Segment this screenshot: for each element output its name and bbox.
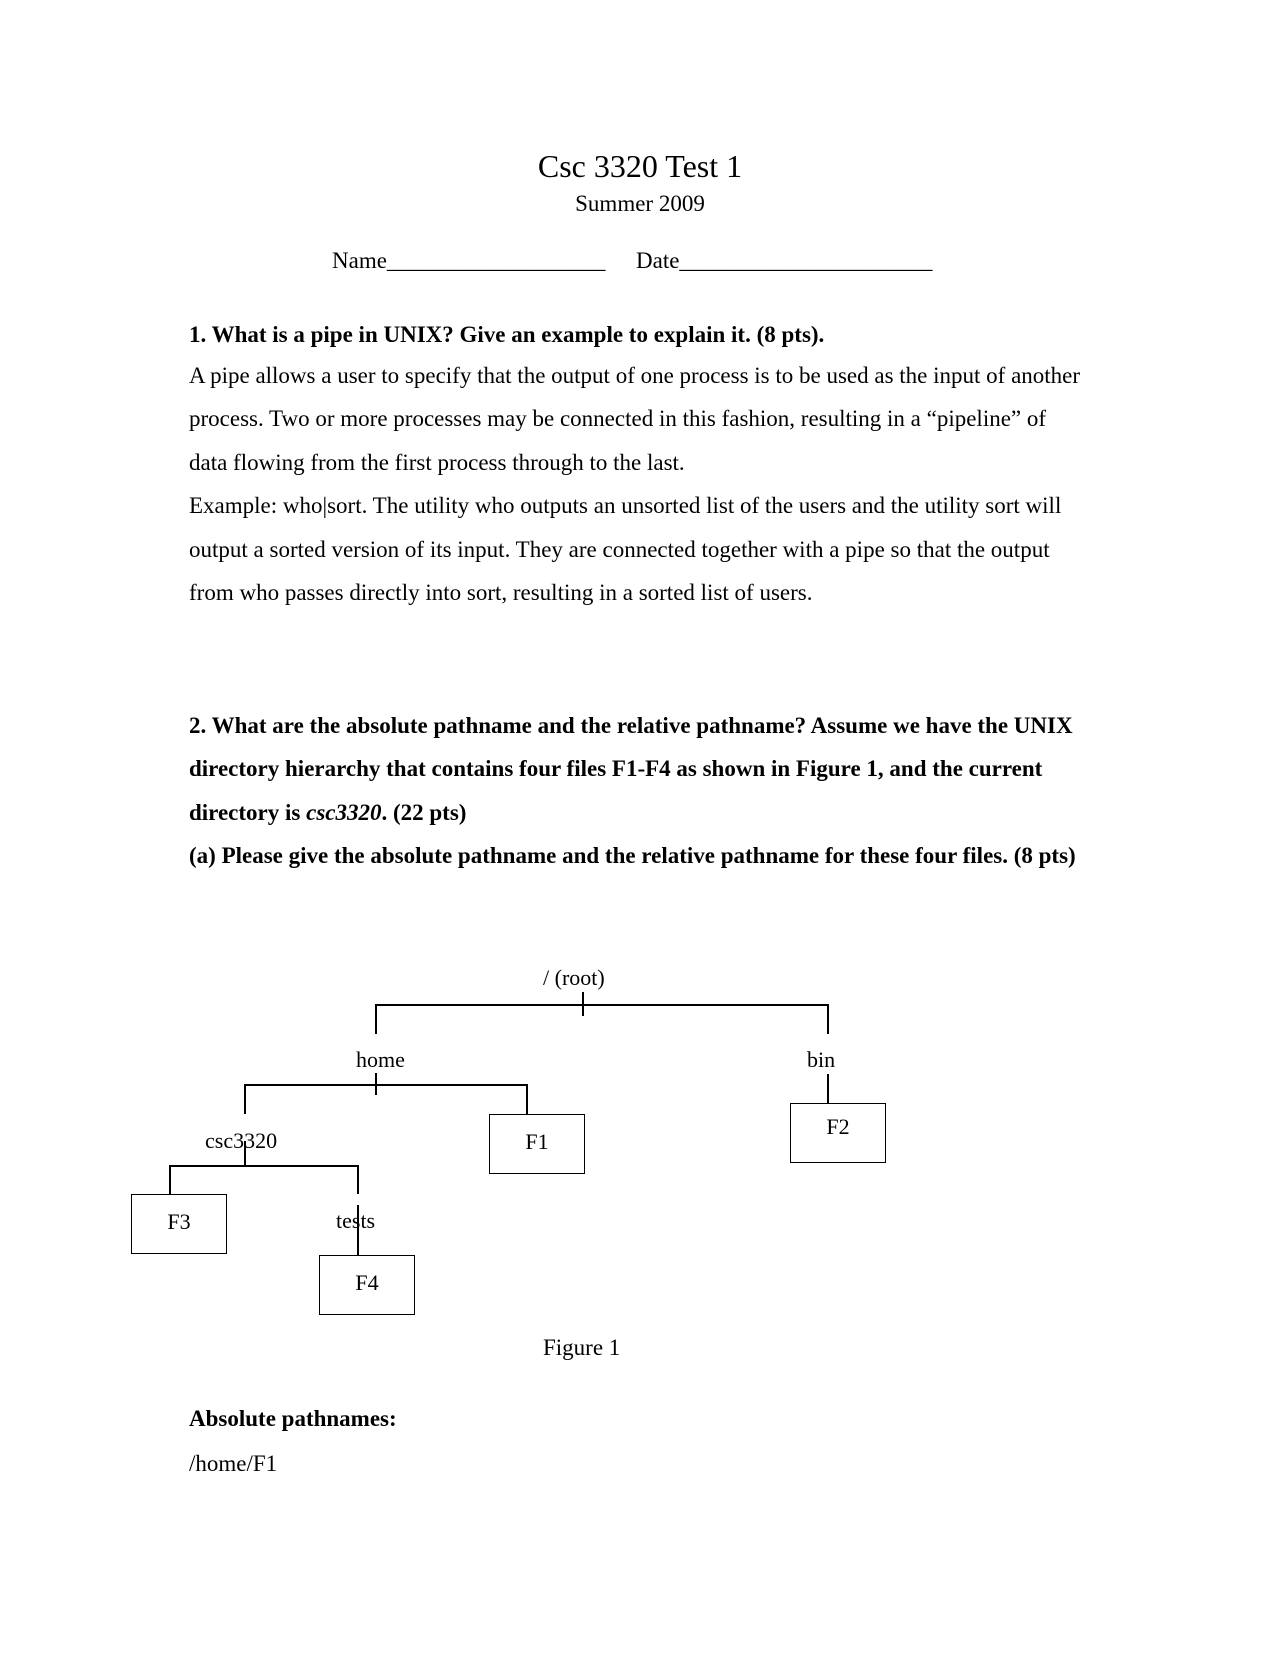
- current-directory: csc3320: [306, 799, 382, 825]
- node-tests: tests: [336, 1208, 376, 1233]
- absolute-pathnames-heading: Absolute pathnames:: [189, 1406, 397, 1431]
- question-2a-prompt: (a) Please give the absolute pathname and the relative pathname for these four files. (8 pts): [189, 843, 1076, 869]
- answer-paragraph-2: Example: who|sort. The utility who outputs an unsorted list of the users and the utility sort will output a sorted version of its input. They are connected together with a pipe so that the output from who passes directly into sort, resulting in a sorted list of users.: [189, 493, 1062, 606]
- page-title: Csc 3320 Test 1: [537, 148, 743, 184]
- date-field: Date______________________: [636, 248, 933, 273]
- node-root: / (root): [543, 965, 605, 990]
- page-subtitle: Summer 2009: [575, 191, 705, 216]
- absolute-pathname-f1: /home/F1: [189, 1451, 278, 1476]
- file-f1-box: F1: [489, 1114, 585, 1174]
- node-csc3320: csc3320: [205, 1128, 278, 1153]
- name-field: Name___________________: [332, 248, 606, 273]
- question-2-text-b: . (22 pts): [381, 799, 467, 825]
- root-branch-line: [376, 1005, 828, 1034]
- file-f3-box: F3: [131, 1194, 227, 1254]
- figure-caption: Figure 1: [543, 1335, 621, 1360]
- question-1-prompt: 1. What is a pipe in UNIX? Give an example to explain it. (8 pts).: [189, 322, 825, 347]
- node-bin: bin: [807, 1047, 836, 1072]
- question-2-text-a: 2. What are the absolute pathname and the relative pathname? Assume we have the UNIX directory hierarchy that contains four files F1-F4 as shown in Figure 1, and the current directory is: [189, 713, 1073, 825]
- file-f2-box: F2: [790, 1103, 886, 1163]
- home-branch-line: [245, 1085, 527, 1114]
- csc3320-branch-line: [170, 1166, 358, 1194]
- answer-paragraph-1: A pipe allows a user to specify that the output of one process is to be used as the input of another process. Two or more processes may be connected in this fashion, resulting in a “pipeline” of data flowing from the first process through to the last.: [189, 363, 1081, 475]
- node-home: home: [356, 1047, 405, 1072]
- file-f4-box: F4: [319, 1255, 415, 1315]
